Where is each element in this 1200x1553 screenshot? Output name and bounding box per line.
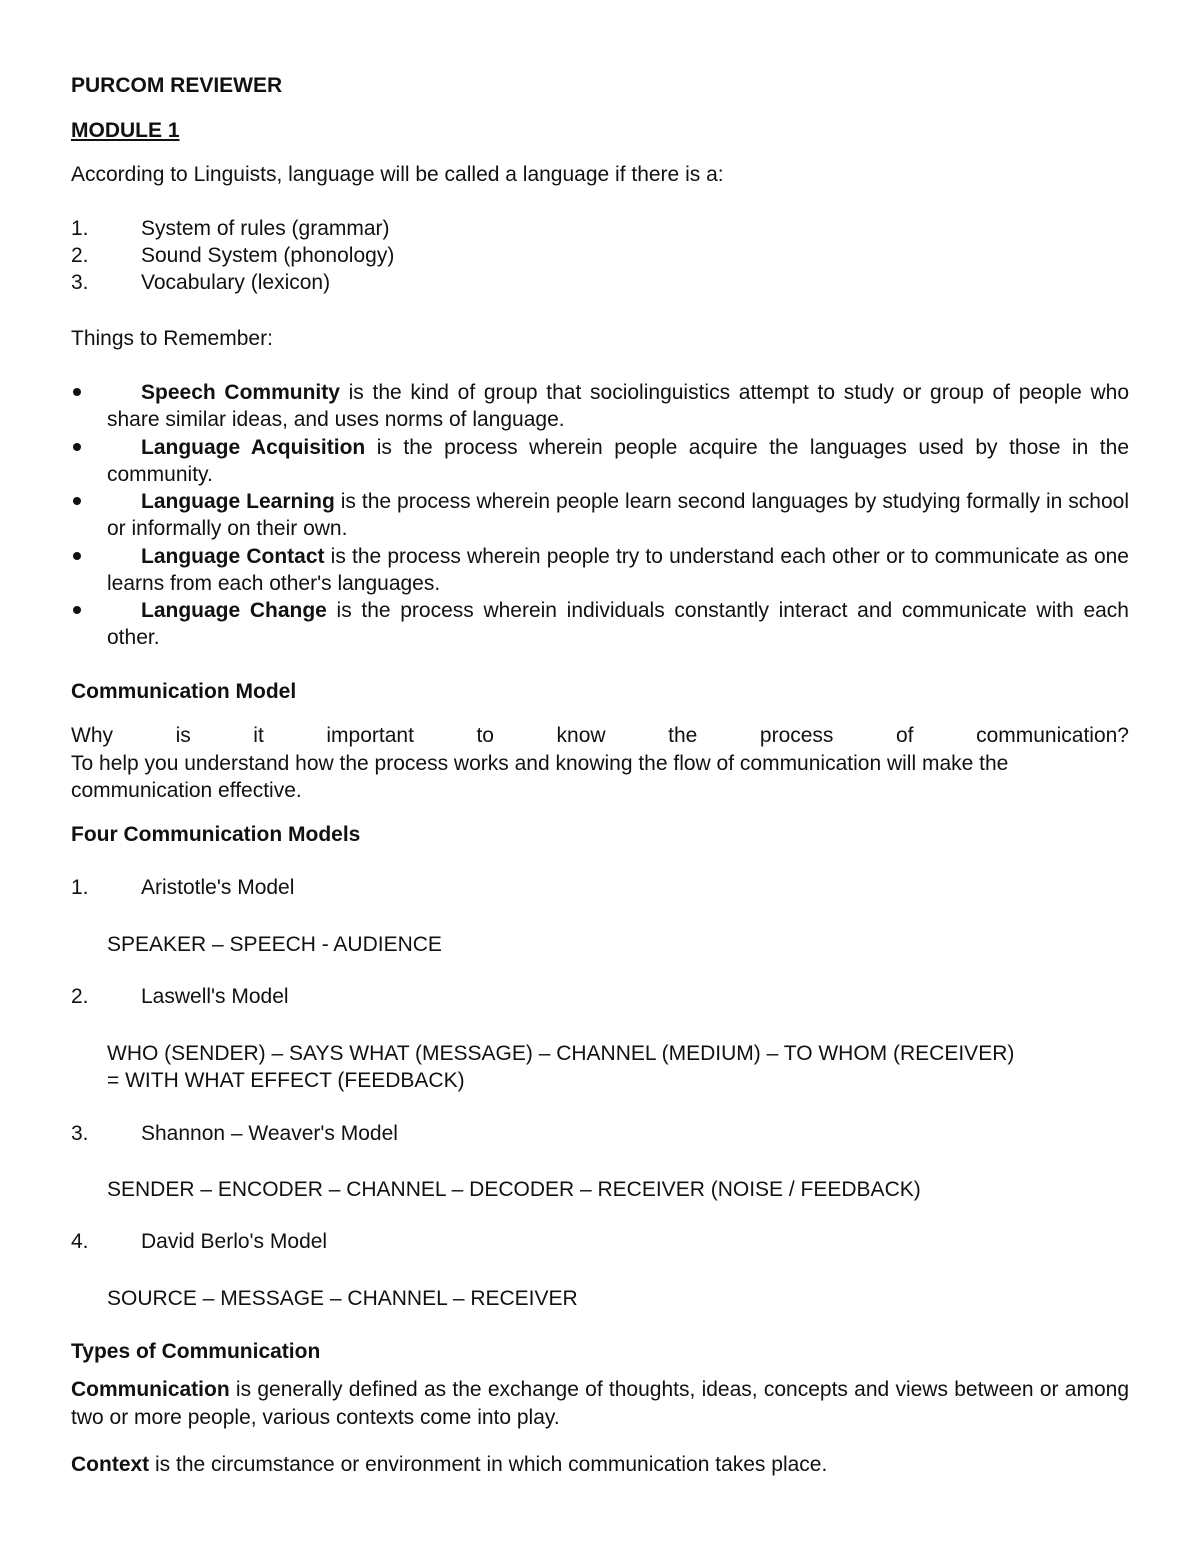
word: it [253, 724, 264, 747]
list-number: 3. [71, 1122, 89, 1145]
document-title: PURCOM REVIEWER [71, 74, 283, 97]
list-number: 4. [71, 1230, 89, 1253]
bullet-item [71, 543, 1129, 597]
term-definition: is the process wherein individuals constantly interact and communicate with each other. [107, 599, 1129, 649]
bullet-icon [73, 497, 81, 505]
word: of [896, 724, 914, 747]
list-number: 2. [71, 244, 89, 267]
bullet-item [71, 488, 1129, 542]
term: Context [71, 1453, 150, 1476]
word: to [476, 724, 494, 747]
model-name: Shannon – Weaver's Model [141, 1122, 398, 1145]
list-number: 1. [71, 217, 89, 240]
why-answer-line: communication effective. [71, 779, 302, 802]
term-definition: is the circumstance or environment in which communication takes place. [149, 1453, 828, 1476]
term: Language Learning [141, 490, 335, 513]
bullet-item [71, 597, 1129, 651]
model-name: Laswell's Model [141, 985, 289, 1008]
bullet-item [71, 379, 1129, 433]
term: Language Contact [141, 545, 325, 568]
bullet-icon [73, 388, 81, 396]
bullet-icon [73, 606, 81, 614]
term: Language Acquisition [141, 436, 366, 459]
list-text: Vocabulary (lexicon) [141, 271, 331, 294]
section-heading: Types of Communication [71, 1340, 321, 1363]
bullet-item [71, 434, 1129, 488]
why-answer-line: To help you understand how the process works and knowing the flow of communication will make the [71, 752, 1009, 775]
module-heading: MODULE 1 [71, 119, 180, 142]
term: Language Change [141, 599, 327, 622]
why-question [71, 724, 1129, 748]
word: the [668, 724, 698, 747]
model-flow: SPEAKER – SPEECH - AUDIENCE [107, 933, 442, 956]
word: process [759, 724, 834, 747]
list-number: 3. [71, 271, 89, 294]
term-definition: is generally defined as the exchange of thoughts, ideas, concepts and views between or among two or more people, various contexts come into play. [71, 1378, 1129, 1429]
term-definition: is the kind of group that sociolinguistics attempt to study or group of people who share similar ideas, and uses norms of language. [107, 381, 1129, 431]
list-number: 2. [71, 985, 89, 1008]
section-heading: Four Communication Models [71, 823, 361, 846]
intro-text: According to Linguists, language will be called a language if there is a: [71, 163, 724, 186]
term-definition: is the process wherein people try to understand each other or to communicate as one learns from each other's languages. [107, 545, 1129, 595]
model-name: David Berlo's Model [141, 1230, 328, 1253]
communication-paragraph [71, 1376, 1129, 1432]
word: important [326, 724, 414, 747]
list-number: 1. [71, 876, 89, 899]
model-flow: SOURCE – MESSAGE – CHANNEL – RECEIVER [107, 1287, 578, 1310]
remember-heading: Things to Remember: [71, 327, 273, 350]
context-paragraph [71, 1451, 1129, 1479]
bullet-icon [73, 443, 81, 451]
term-definition: is the process wherein people learn second languages by studying formally in school or informally on their own. [107, 490, 1129, 540]
word: Why [71, 724, 113, 747]
word: is [175, 724, 191, 747]
term: Communication [71, 1378, 230, 1401]
model-name: Aristotle's Model [141, 876, 295, 899]
model-flow: WHO (SENDER) – SAYS WHAT (MESSAGE) – CHANNEL (MEDIUM) – TO WHOM (RECEIVER) [107, 1042, 1015, 1065]
section-heading: Communication Model [71, 680, 297, 703]
model-flow: = WITH WHAT EFFECT (FEEDBACK) [107, 1069, 465, 1092]
list-text: System of rules (grammar) [141, 217, 390, 240]
list-text: Sound System (phonology) [141, 244, 395, 267]
term-definition: is the process wherein people acquire the languages used by those in the community. [107, 436, 1129, 486]
term: Speech Community [141, 381, 340, 404]
word: know [556, 724, 606, 747]
model-flow: SENDER – ENCODER – CHANNEL – DECODER – RECEIVER (NOISE / FEEDBACK) [107, 1178, 921, 1201]
word: communication? [976, 724, 1129, 747]
bullet-icon [73, 552, 81, 560]
